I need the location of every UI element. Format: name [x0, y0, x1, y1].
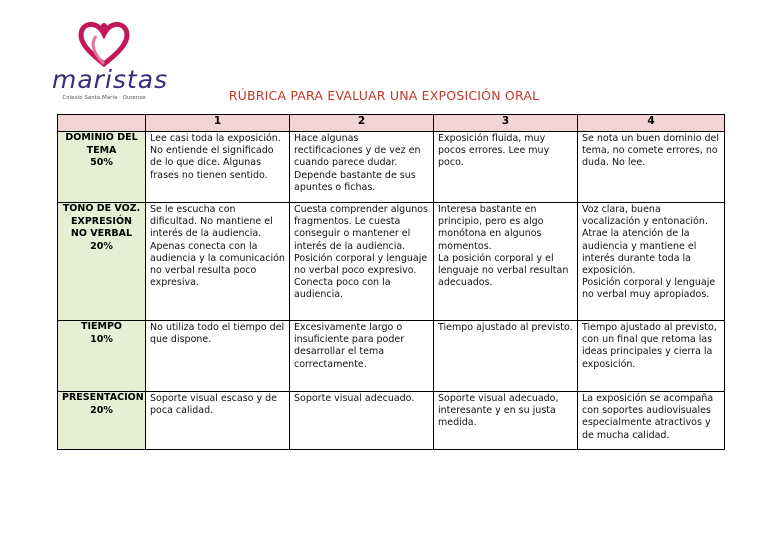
criterion-label: DOMINIO DEL TEMA 50%: [58, 132, 146, 203]
header-row: [58, 115, 725, 132]
logo-subtitle: Colexio Santa María · Ourense: [62, 95, 146, 101]
criterion-label: TIEMPO 10%: [58, 321, 146, 392]
rubric-cell: Se nota un buen dominio del tema, no comete errores, no duda. No lee.: [578, 132, 725, 203]
rubric-cell: Tiempo ajustado al previsto.: [434, 321, 578, 392]
heart-logo-icon: [76, 20, 132, 68]
rubric-cell: La exposición se acompaña con soportes audiovisuales especialmente atractivos y de mucha calidad.: [578, 392, 725, 450]
table-row: [58, 132, 725, 203]
rubric-cell: Interesa bastante en principio, pero es algo monótona en algunos momentos. La posición corporal y el lenguaje no verbal resultan adecuados.: [434, 203, 578, 321]
rubric-cell: Soporte visual adecuado.: [290, 392, 434, 450]
rubric-cell: No utiliza todo el tiempo del que dispone.: [146, 321, 290, 392]
rubric-cell: Cuesta comprender algunos fragmentos. Le cuesta conseguir o mantener el interés de la audiencia. Posición corporal y lenguaje no verbal poco expresivo. Conecta poco con la audiencia.: [290, 203, 434, 321]
maristas-logo: [52, 14, 169, 104]
column-header: 1: [146, 115, 290, 132]
rubric-cell: Tiempo ajustado al previsto, con un final que retoma las ideas principales y cierra la exposición.: [578, 321, 725, 392]
rubric-cell: Lee casi toda la exposición. No entiende el significado de lo que dice. Algunas frases no tienen sentido.: [146, 132, 290, 203]
rubric-cell: Excesivamente largo o insuficiente para poder desarrollar el tema correctamente.: [290, 321, 434, 392]
column-header: 4: [578, 115, 725, 132]
logo-wordmark: maristas: [52, 65, 169, 94]
rubric-cell: Hace algunas rectificaciones y de vez en cuando parece dudar. Depende bastante de sus apuntes o fichas.: [290, 132, 434, 203]
rubric-table: [57, 114, 725, 450]
header-corner: [58, 115, 146, 132]
rubric-cell: Se le escucha con dificultad. No mantiene el interés de la audiencia. Apenas conecta con la audiencia y la comunicación no verbal resulta poco expresiva.: [146, 203, 290, 321]
rubric-cell: Exposición fluida, muy pocos errores. Lee muy poco.: [434, 132, 578, 203]
criterion-label: PRESENTACIÓN 20%: [58, 392, 146, 450]
table-row: [58, 203, 725, 321]
table-row: [58, 321, 725, 392]
rubric-cell: Soporte visual escaso y de poca calidad.: [146, 392, 290, 450]
rubric-cell: Voz clara, buena vocalización y entonación. Atrae la atención de la audiencia y mantiene el interés durante toda la exposición. Posición corporal y lenguaje no verbal muy apropiados.: [578, 203, 725, 321]
table-row: [58, 392, 725, 450]
column-header: 2: [290, 115, 434, 132]
page-title: RÚBRICA PARA EVALUAR UNA EXPOSICIÓN ORAL: [228, 88, 540, 103]
rubric-cell: Soporte visual adecuado, interesante y en su justa medida.: [434, 392, 578, 450]
column-header: 3: [434, 115, 578, 132]
criterion-label: TONO DE VOZ. EXPRESIÓN NO VERBAL 20%: [58, 203, 146, 321]
